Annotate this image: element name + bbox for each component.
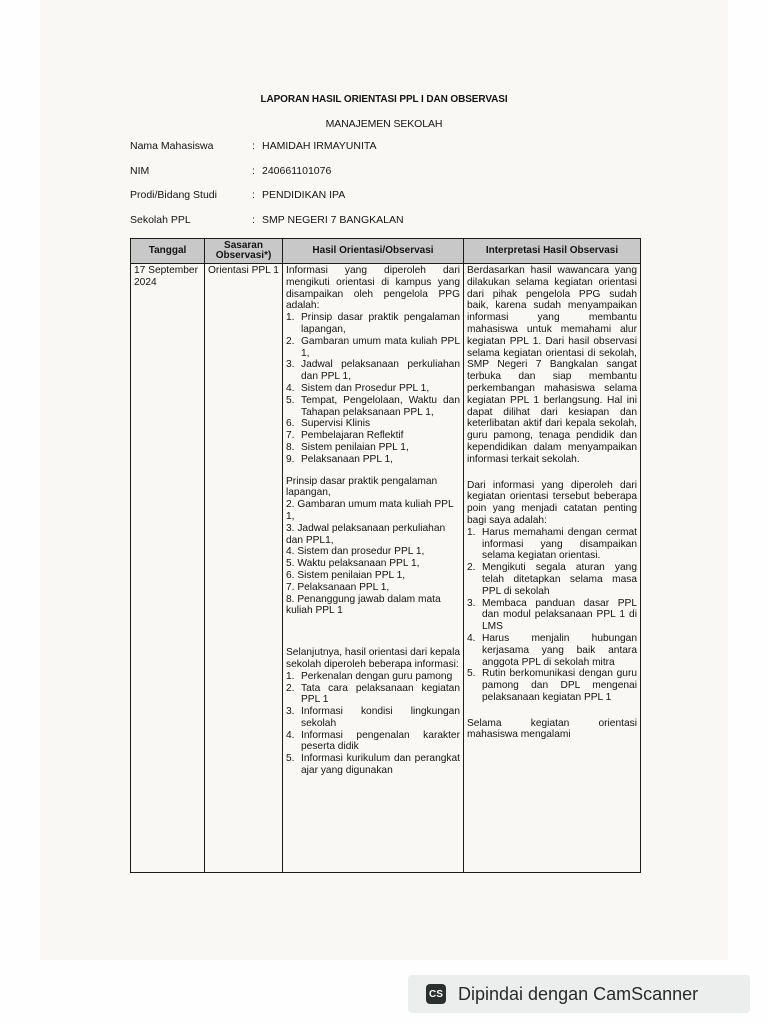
list-item-text: Informasi kondisi lingkungan sekolah [301,706,460,729]
info-label: Sekolah PPL [130,213,191,226]
info-value: 240661101076 [262,164,332,177]
list-item-text: Jadwal pelaksanaan perkuliahan dan PPL 1, [301,359,460,383]
list-item-text: Pelaksanaan PPL 1, [301,453,393,465]
info-row-name [130,140,404,165]
camscanner-text: Dipindai dengan CamScanner [458,983,699,1004]
list-item [467,527,637,562]
list-item-text: Sistem penilaian PPL 1, [301,441,409,453]
date-text: 17 September 2024 [134,265,198,288]
hasil-list-summary [286,476,460,618]
info-row-nim [130,165,404,190]
list-item-text: Informasi pengenalan karakter peserta didik [301,729,460,753]
list-item-number: 6. [286,418,295,430]
list-item: 6. Sistem penilaian PPL 1, [286,569,406,581]
list-item-number: 1. [286,312,295,324]
hasil-next-intro: Selanjutnya, hasil orientasi dari kepala sekolah diperoleh beberapa informasi: [286,647,460,670]
list-item: Prinsip dasar praktik pengalaman lapangan, [286,475,438,499]
list-item-number: 4. [286,382,295,394]
list-item-number: 5. [286,753,295,765]
info-colon: : [252,213,255,226]
list-item [286,753,460,777]
list-item-number: 7. [286,430,295,442]
info-colon: : [252,140,255,152]
list-item [286,418,460,430]
list-item: 7. Pelaksanaan PPL 1, [286,581,390,593]
table-header-row [131,239,641,264]
list-item [467,668,637,703]
header-hasil: Hasil Orientasi/Observasi [283,239,464,264]
list-item-number: 5. [467,668,476,680]
list-item [286,442,460,454]
info-value: PENDIDIKAN IPA [262,189,346,201]
list-item-text: Tata cara pelaksanaan kegiatan PPL 1 [301,682,460,706]
list-item-number: 1. [467,526,476,538]
list-item-number: 9. [286,453,295,465]
list-item [286,395,460,419]
list-item [286,430,460,442]
cell-interpretasi [464,264,641,873]
list-item-number: 1. [286,670,295,682]
cell-hasil [283,264,464,873]
list-item-number: 4. [286,729,295,741]
info-value: SMP NEGERI 7 BANGKALAN [262,213,404,226]
info-colon: : [252,164,255,177]
list-item [286,454,460,466]
info-value: HAMIDAH IRMAYUNITA [262,140,377,152]
list-item [286,706,460,730]
info-row-prodi [130,189,404,214]
interpretasi-para3: Selama kegiatan orientasi mahasiswa mengalami [467,717,637,741]
hasil-list-campus [286,312,460,465]
list-item [286,359,460,383]
info-row-school [130,214,404,239]
list-item [286,336,460,360]
list-item: 3. Jadwal pelaksanaan perkuliahan dan PPL1, [286,522,446,546]
list-item [286,671,460,683]
list-item-text: Tempat, Pengelolaan, Waktu dan Tahapan pelaksanaan PPL 1, [301,394,460,418]
list-item-number: 2. [286,682,295,694]
list-item-number: 3. [286,359,295,371]
list-item-number: 2. [467,562,476,574]
document-subtitle: MANAJEMEN SEKOLAH [325,118,443,130]
interpretasi-para2: Dari informasi yang diperoleh dari kegiatan orientasi tersebut beberapa poin yang menjadi catatan penting bagi saya adalah: [467,479,637,526]
observation-table [130,238,641,873]
list-item: 2. Gambaran umum mata kuliah PPL 1, [286,499,454,522]
camscanner-badge [408,975,750,1013]
header-sasaran: Sasaran Observasi*) [205,239,283,264]
hasil-intro: Informasi yang diperoleh dari mengikuti orientasi di kampus yang disampaikan oleh pengelola PPG adalah: [286,265,460,312]
document-title: LAPORAN HASIL ORIENTASI PPL I DAN OBSERVASI [260,94,508,105]
list-item-number: 4. [467,632,476,644]
info-colon: : [252,189,255,201]
student-info [130,140,404,238]
list-item [286,730,460,754]
list-item-text: Supervisi Klinis [301,418,371,430]
header-tanggal: Tanggal [131,239,205,264]
list-item: 4. Sistem dan prosedur PPL 1, [286,546,425,558]
list-item [467,633,637,668]
list-item-text: Harus menjalin hubungan kerjasama yang baik antara anggota PPL di sekolah mitra [482,632,637,668]
list-item-text: Harus memahami dengan cermat informasi yang disampaikan selama kegiatan orientasi. [482,526,637,562]
camscanner-logo-icon: CS [426,984,446,1004]
list-item-number: 3. [286,706,295,718]
list-item-text: Sistem dan Prosedur PPL 1, [301,382,430,394]
list-item-text: Mengikuti segala aturan yang telah ditetapkan selama masa PPL di sekolah [482,562,637,597]
info-label: NIM [130,164,150,177]
cell-date [131,264,205,873]
target-text: Orientasi PPL 1 [208,265,279,276]
info-label: Prodi/Bidang Studi [130,189,217,201]
list-item-text: Prinsip dasar praktik pengalaman lapangan, [301,312,460,335]
interpretasi-para1: Berdasarkan hasil wawancara yang dilakukan selama kegiatan orientasi dari pihak pengelola PPG sudah baik, karena sudah menyampaikan informasi yang membantu mahasiswa untuk memahami alur kegiatan PPL 1. Dari hasil observasi selama kegiatan orientasi di sekolah, SMP Negeri 7 Bangkalan sangat terbuka dan siap membantu perkembangan mahasiswa selama kegiatan PPL 1 berlangsung. Hal ini dapat dilihat dari kesiapan dan keterlibatan aktif dari kepala sekolah, guru pamong, tenaga pendidik dan kependidikan dalam menyampaikan informasi terkait sekolah. [467,265,637,465]
list-item [286,683,460,707]
list-item-text: Pembelajaran Reflektif [301,430,404,442]
list-item [467,598,637,633]
list-item-text: Rutin berkomunikasi dengan guru pamong dan DPL mengenai pelaksanaan kegiatan PPL 1 [482,668,637,703]
list-item [286,383,460,395]
list-item-text: Perkenalan dengan guru pamong [301,670,453,682]
table-row [131,264,641,873]
info-label: Nama Mahasiswa [130,140,214,152]
list-item-number: 8. [286,441,295,453]
list-item-text: Membaca panduan dasar PPL dan modul pelaksanaan PPL 1 di LMS [482,597,637,633]
list-item-number: 2. [286,335,295,347]
list-item-text: Informasi kurikulum dan perangkat ajar yang digunakan [301,753,460,777]
list-item: 5. Waktu pelaksanaan PPL 1, [286,558,420,570]
cell-target [205,264,283,873]
list-item-number: 3. [467,597,476,609]
list-item [286,312,460,336]
list-item-text: Gambaran umum mata kuliah PPL 1, [301,335,460,359]
header-interpretasi: Interpretasi Hasil Observasi [464,239,641,264]
interpretasi-list [467,527,637,704]
list-item [467,562,637,597]
list-item: 8. Penanggung jawab dalam mata kuliah PPL 1 [286,593,441,617]
list-item-number: 5. [286,394,295,406]
hasil-list-school [286,671,460,777]
